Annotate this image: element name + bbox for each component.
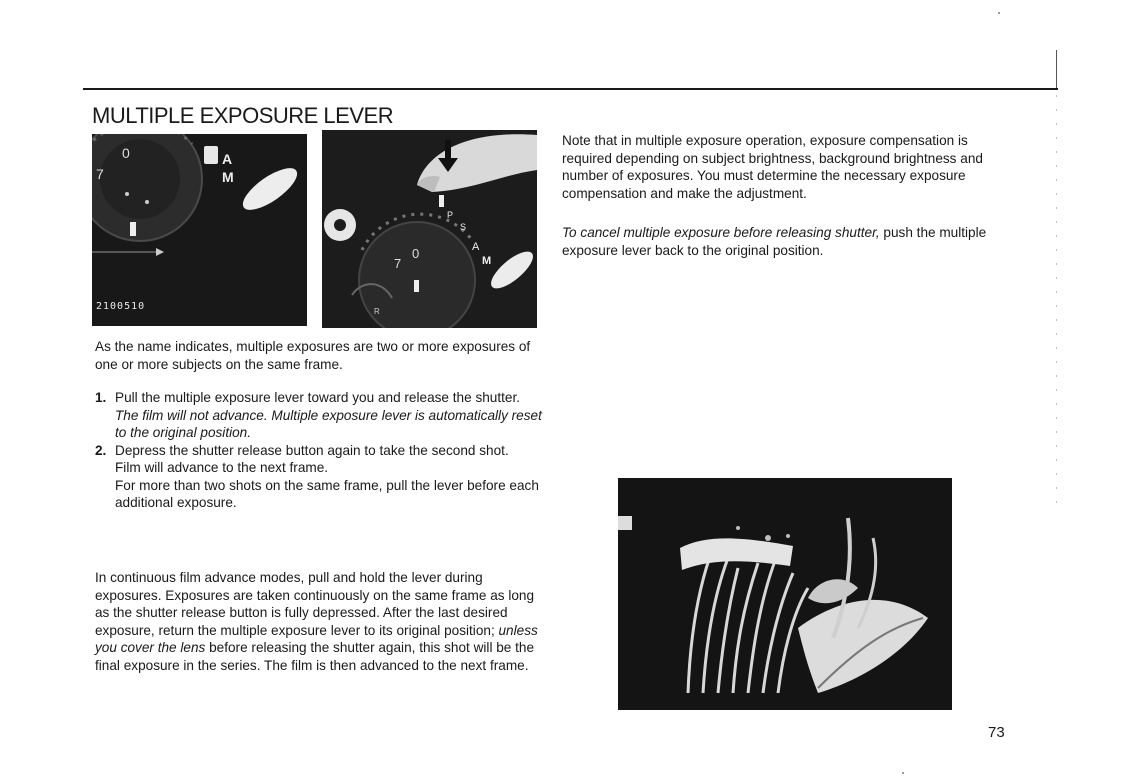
continuous-text-2: before releasing the shutter again, this shot will be the final exposure in the series. The film is then advanced to the next frame. xyxy=(95,640,535,673)
dial2-label-seven: 7 xyxy=(394,256,402,271)
page-title: MULTIPLE EXPOSURE LEVER xyxy=(92,103,394,128)
step-note: The film will not advance. Multiple exposure lever is automatically reset to the original position. xyxy=(115,407,542,440)
scan-speck xyxy=(902,772,904,774)
dial-label-seven: 7 xyxy=(96,166,104,182)
cancel-italic: To cancel multiple exposure before releasing shutter, xyxy=(562,225,880,240)
photo-code: 2100510 xyxy=(96,301,146,312)
cancel-paragraph xyxy=(562,224,1002,259)
step-list xyxy=(95,389,545,512)
dial2-label-zero: 0 xyxy=(412,246,420,261)
scan-speck xyxy=(998,12,1000,14)
dial2-label-s: S xyxy=(460,222,467,232)
continuous-mode-paragraph xyxy=(95,569,545,674)
page-number: 73 xyxy=(988,724,1005,741)
dial2-label-a: A xyxy=(472,241,480,253)
compensation-note: Note that in multiple exposure operation, exposure compensation is required depending on subject brightness, background brightness and number of exposures. You must determine the necessary exposure compensation and make the adjustment. xyxy=(562,133,983,201)
dial-label-zero: 0 xyxy=(122,145,130,161)
dial-label-a: A xyxy=(222,151,233,167)
step-tip: For more than two shots on the same frame, pull the lever before each additional exposure. xyxy=(115,477,539,510)
dial2-label-p: P xyxy=(447,210,454,220)
cancel-text: push the multiple exposure lever back to the original position. xyxy=(562,225,987,258)
step-result: Film will advance to the next frame. xyxy=(115,460,329,475)
multiple-exposure-sample-photo xyxy=(618,478,952,710)
dial2-label-m: M xyxy=(482,255,492,267)
lever-operation-photo xyxy=(322,130,537,328)
step-item xyxy=(95,442,545,512)
intro-paragraph: As the name indicates, multiple exposures are two or more exposures of one or more subjects on the same frame. xyxy=(95,339,531,372)
step-text: Depress the shutter release button again to take the second shot. xyxy=(115,442,509,458)
step-number: 1. xyxy=(95,390,107,405)
header-rule xyxy=(83,88,1058,90)
dial-label-m: M xyxy=(222,169,234,185)
step-item xyxy=(95,389,545,442)
margin-line xyxy=(1056,50,1057,90)
dial2-label-r: R xyxy=(374,307,380,316)
continuous-text-1: In continuous film advance modes, pull and hold the lever during exposures. Exposures are taken continuously on the same frame as long as the shutter release button is fully depressed. After the last desired exposure, return the multiple exposure lever to its original position; xyxy=(95,570,535,638)
step-number: 2. xyxy=(95,442,107,458)
camera-dial-photo xyxy=(92,134,307,326)
continuous-italic: unless you cover the lens xyxy=(95,622,538,655)
margin-dots xyxy=(1056,95,1057,515)
step-text: Pull the multiple exposure lever toward you and release the shutter. xyxy=(115,390,521,405)
